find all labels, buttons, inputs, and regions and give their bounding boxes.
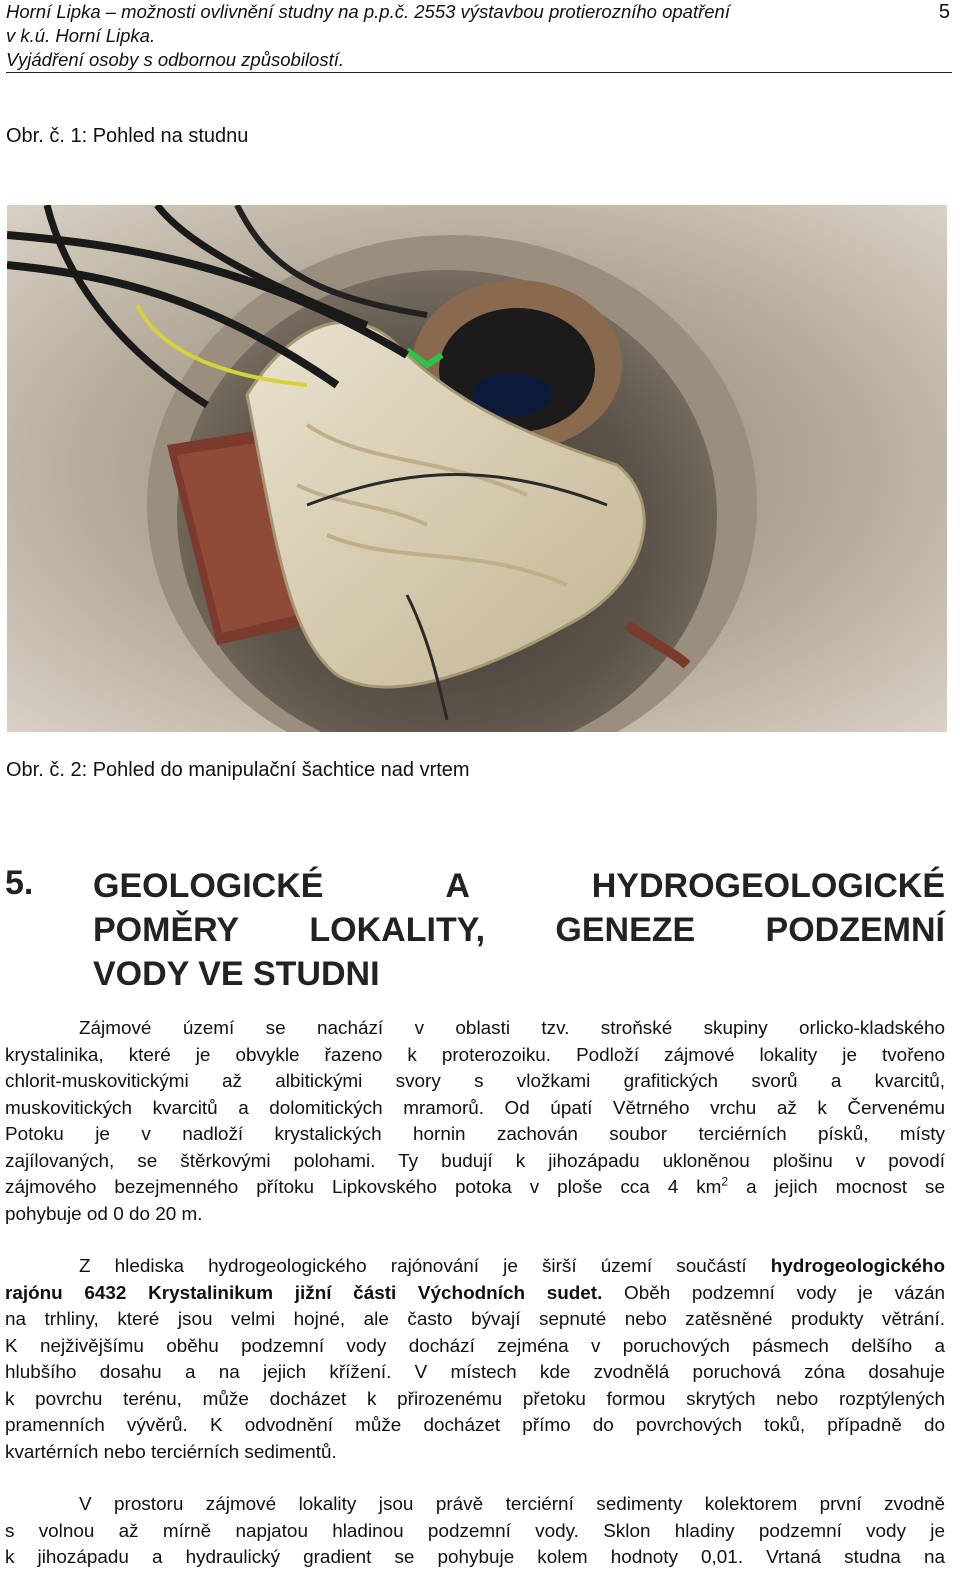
body-text	[5, 1016, 945, 1572]
paragraph-1	[5, 1016, 945, 1228]
text-line: Potoku je v nadloží krystalických hornin zachován soubor terciérních písků, místy	[5, 1124, 945, 1145]
text-segment: Z hlediska hydrogeologického rajónování je širší území součástí	[79, 1256, 747, 1277]
well-shaft-illustration	[7, 205, 947, 732]
text-line	[5, 1175, 945, 1202]
text-line: pohybuje od 0 do 20 m.	[5, 1203, 203, 1225]
text-line: K nejživějšímu oběhu podzemní vody dochází zejména v poruchových pásmech delšího a	[5, 1335, 945, 1357]
bold-text: rajónu 6432 Krystalinikum jižní části Východních sudet.	[5, 1282, 603, 1304]
text-line	[5, 1281, 945, 1308]
section-title-line-2	[93, 908, 945, 952]
text-line: V prostoru zájmové lokality jsou právě terciérní sedimenty kolektorem první zvodně	[79, 1494, 945, 1515]
title-word: GEOLOGICKÉ	[93, 867, 324, 905]
header-line-2: v k.ú. Horní Lipka.	[6, 25, 156, 46]
header-line-1: Horní Lipka – možnosti ovlivnění studny na p.p.č. 2553 výstavbou protierozního opatření	[6, 1, 730, 22]
paragraph-2	[5, 1254, 945, 1466]
header-line-3: Vyjádření osoby s odbornou způsobilostí.	[6, 49, 345, 70]
text-line: hlubšího dosahu a na jejich křížení. V místech kde zvodnělá poruchová zóna dosahuje	[5, 1362, 945, 1383]
title-word: PODZEMNÍ	[765, 911, 945, 949]
title-word: GENEZE	[555, 911, 696, 949]
text-line: s volnou až mírně napjatou hladinou podzemní vody. Sklon hladiny podzemní vody je	[5, 1520, 945, 1542]
title-word: A	[445, 867, 470, 905]
text-segment: a jejich mocnost se	[728, 1177, 945, 1198]
text-line: muskovitických kvarcitů a dolomitických mramorů. Od úpatí Větrného vrchu až k Červenému	[5, 1097, 945, 1119]
text-line: Zájmové území se nachází v oblasti tzv. stroňské skupiny orlicko-kladského	[79, 1018, 945, 1039]
header-text	[6, 0, 730, 72]
figure-1-caption: Obr. č. 1: Pohled na studnu	[6, 125, 249, 147]
text-line	[5, 1254, 945, 1281]
title-word: POMĚRY	[93, 911, 240, 949]
text-line: kvartérních nebo terciérních sedimentů.	[5, 1441, 337, 1463]
paragraph-3	[5, 1492, 945, 1572]
text-line: pramenních vývěrů. K odvodnění může docházet přímo do povrchových toků, případně do	[5, 1415, 945, 1436]
section-title-line-3: VODY VE STUDNI	[93, 955, 380, 993]
superscript: 2	[721, 1175, 729, 1189]
bold-text: hydrogeologického	[770, 1256, 945, 1277]
title-word: HYDROGEOLOGICKÉ	[591, 867, 945, 905]
well-shaft-photo	[7, 205, 947, 732]
section-number: 5.	[5, 864, 34, 902]
page-number: 5	[938, 1, 950, 23]
text-segment: Oběh podzemní vody je vázán	[602, 1282, 945, 1304]
text-segment: zájmového bezejmenného přítoku Lipkovského potoka v ploše cca 4 km	[5, 1177, 722, 1198]
text-line: krystalinika, které je obvykle řazeno k proterozoiku. Podloží zájmové lokality je tvořeno	[5, 1044, 945, 1066]
text-line: k povrchu terénu, může docházet k přirozenému přetoku formou skrytých nebo rozptýlených	[5, 1388, 945, 1410]
section-title-line-1	[93, 864, 945, 908]
text-line: zajílovaných, se štěrkovými polohami. Ty budují k jihozápadu ukloněnou plošinu v povodí	[5, 1150, 945, 1172]
title-word: LOKALITY,	[309, 911, 486, 949]
page-header	[6, 0, 952, 73]
text-line: na trhliny, které jsou velmi hojné, ale často bývají sepnuté nebo zatěsněné produkty větrání.	[5, 1309, 945, 1330]
text-line: k jihozápadu a hydraulický gradient se pohybuje kolem hodnoty 0,01. Vrtaná studna na	[5, 1547, 945, 1568]
text-line: chlorit-muskovitickými až albitickými svory s vložkami grafitických svorů a kvarcitů,	[5, 1071, 945, 1092]
figure-2-caption: Obr. č. 2: Pohled do manipulační šachtice nad vrtem	[6, 759, 470, 781]
